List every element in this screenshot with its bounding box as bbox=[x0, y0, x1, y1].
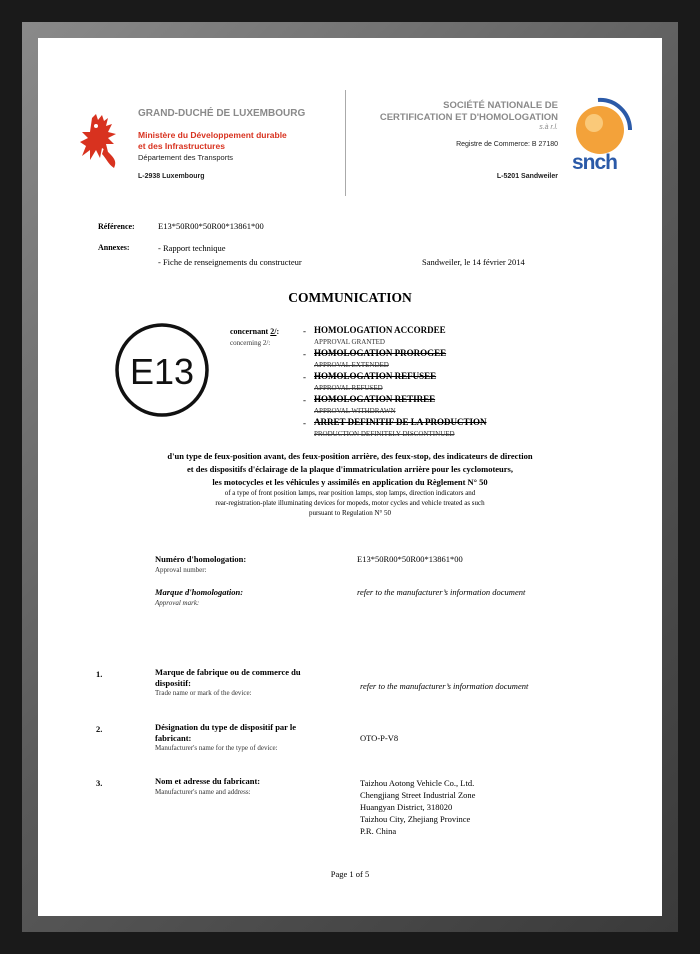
item-1-label-en: Trade name or mark of the device: bbox=[155, 689, 252, 697]
trade-registry: Registre de Commerce: B 27180 bbox=[456, 141, 558, 148]
manufacturer-address-line-5: P.R. China bbox=[360, 826, 397, 836]
subject-en-line-3: pursuant to Regulation N° 50 bbox=[308, 509, 392, 517]
reference-label: Référence: bbox=[98, 222, 135, 231]
manufacturer-address-line-4: Taizhou City, Zhejiang Province bbox=[360, 814, 471, 824]
option-discontinued-en: PRODUCTION DEFINITELY DISCONTINUED bbox=[314, 430, 455, 438]
option-refused-en: APPROVAL REFUSED bbox=[314, 384, 383, 392]
luxembourg-lion-logo bbox=[78, 112, 122, 170]
place-date: Sandweiler, le 14 février 2014 bbox=[422, 257, 525, 267]
manufacturer-address-line-1: Taizhou Aotong Vehicle Co., Ltd. bbox=[360, 778, 475, 788]
concerning-label-en: concerning 2/: bbox=[230, 339, 271, 347]
subject-fr-line-2: et des dispositifs d'éclairage de la plaque d'immatriculation arrière pour les cyclomoteurs, bbox=[187, 464, 513, 474]
option-refused-fr: HOMOLOGATION REFUSEE bbox=[314, 371, 437, 381]
snch-logo-text: snch bbox=[572, 151, 618, 174]
option-extended-fr: HOMOLOGATION PROROGEE bbox=[314, 348, 447, 358]
option-dash-5: - bbox=[303, 418, 306, 428]
document-page bbox=[38, 38, 662, 916]
subject-fr-line-3: les motocycles et les véhicules y assimilés en application du Règlement N° 50 bbox=[212, 477, 488, 487]
option-withdrawn-fr: HOMOLOGATION RETIREE bbox=[314, 394, 436, 404]
option-extended-en: APPROVAL EXTENDED bbox=[314, 361, 389, 369]
subject-en-line-2: rear-registration-plate illuminating devices for mopeds, motor cycles and vehicle treated as such bbox=[215, 499, 485, 507]
right-address: L-5201 Sandweiler bbox=[496, 173, 558, 180]
country-name: GRAND-DUCHÉ DE LUXEMBOURG bbox=[138, 108, 306, 119]
option-dash-2: - bbox=[303, 349, 306, 359]
annex-item-1: - Rapport technique bbox=[158, 243, 226, 253]
annexes-label: Annexes: bbox=[98, 243, 130, 252]
approval-mark-label: Marque d'homologation: bbox=[155, 587, 244, 597]
subject-en-line-1: of a type of front position lamps, rear position lamps, stop lamps, direction indicators and bbox=[224, 489, 476, 497]
e13-approval-mark bbox=[114, 322, 210, 418]
manufacturer-address-line-3: Huangyan District, 318020 bbox=[360, 802, 453, 812]
option-dash-1: - bbox=[303, 326, 306, 336]
company-type: s.à r.l. bbox=[539, 124, 558, 131]
approval-number-label-en: Approval number: bbox=[155, 566, 207, 574]
ministry-line-2: et des Infrastructures bbox=[138, 141, 225, 151]
item-3-label: Nom et adresse du fabricant: bbox=[155, 776, 261, 786]
concerning-note-ref: 2/ bbox=[270, 327, 277, 336]
item-2-value: OTO-P-V8 bbox=[360, 733, 399, 743]
company-name-line-2: CERTIFICATION ET D'HOMOLOGATION bbox=[379, 112, 558, 123]
approval-mark-label-en: Approval mark: bbox=[155, 599, 200, 607]
item-3-number: 3. bbox=[96, 778, 103, 788]
option-dash-4: - bbox=[303, 395, 306, 405]
page-number: Page 1 of 5 bbox=[330, 869, 370, 879]
option-dash-3: - bbox=[303, 372, 306, 382]
document-title: COMMUNICATION bbox=[288, 290, 412, 305]
ministry-line-1: Ministère du Développement durable bbox=[138, 130, 287, 140]
reference-value: E13*50R00*50R00*13861*00 bbox=[158, 221, 264, 231]
option-granted-en: APPROVAL GRANTED bbox=[314, 338, 385, 346]
left-address: L-2938 Luxembourg bbox=[138, 173, 205, 180]
item-1-value: refer to the manufacturer’s information document bbox=[360, 681, 529, 691]
manufacturer-address-line-2: Chengjiang Street Industrial Zone bbox=[360, 790, 476, 800]
item-1-number: 1. bbox=[96, 669, 103, 679]
approval-mark-value: refer to the manufacturer’s information document bbox=[357, 587, 526, 597]
item-3-label-en: Manufacturer's name and address: bbox=[155, 788, 251, 796]
header-divider bbox=[345, 90, 346, 196]
concerning-label-fr: concernant bbox=[230, 327, 269, 336]
item-2-label-line-2: fabricant: bbox=[155, 733, 192, 743]
department-name: Département des Transports bbox=[138, 153, 234, 162]
approval-number-value: E13*50R00*50R00*13861*00 bbox=[357, 554, 463, 564]
approval-number-label: Numéro d'homologation: bbox=[155, 554, 247, 564]
company-name-line-1: SOCIÉTÉ NATIONALE DE bbox=[443, 100, 558, 111]
item-2-label-en: Manufacturer's name for the type of device: bbox=[155, 744, 278, 752]
option-withdrawn-en: APPROVAL WITHDRAWN bbox=[314, 407, 396, 415]
item-1-label-line-2: dispositif: bbox=[155, 678, 191, 688]
concerning-label bbox=[230, 327, 279, 336]
subject-fr-line-1: d'un type de feux-position avant, des feux-position arrière, des feux-stop, des indicateurs de direction bbox=[167, 451, 533, 461]
annex-item-2: - Fiche de renseignements du constructeur bbox=[158, 257, 302, 267]
item-2-label-line-1: Désignation du type de dispositif par le bbox=[155, 722, 297, 732]
concerning-colon: : bbox=[276, 327, 280, 336]
item-2-number: 2. bbox=[96, 724, 103, 734]
item-1-label-line-1: Marque de fabrique ou de commerce du bbox=[155, 667, 301, 677]
emark-text: E13 bbox=[129, 351, 195, 392]
option-granted-fr: HOMOLOGATION ACCORDEE bbox=[314, 325, 446, 335]
option-discontinued-fr: ARRET DEFINITIF DE LA PRODUCTION bbox=[314, 417, 487, 427]
